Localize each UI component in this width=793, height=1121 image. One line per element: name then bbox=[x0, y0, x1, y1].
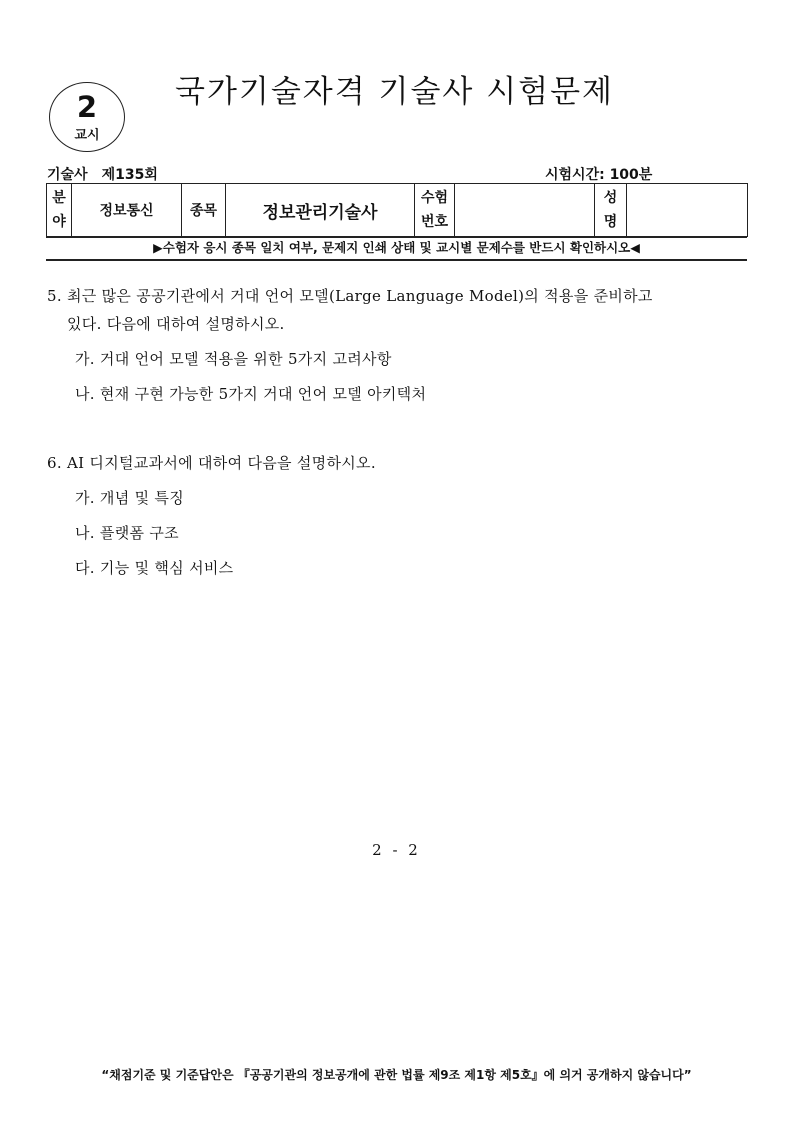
exam-grade: 기술사 bbox=[47, 167, 88, 183]
page-number: 2 - 2 bbox=[372, 841, 421, 859]
exam-grade-round bbox=[47, 164, 158, 184]
question-5-line1: 5. 최근 많은 공공기관에서 거대 언어 모델(Large Language Model)의 적용을 준비하고 bbox=[47, 287, 653, 305]
question-5-line2: 있다. 다음에 대하여 설명하시오. bbox=[67, 315, 285, 333]
exam-info-table bbox=[46, 183, 748, 237]
session-number: 2 bbox=[76, 90, 98, 124]
question-6-item-c: 다. 기능 및 핵심 서비스 bbox=[75, 559, 234, 577]
question-5-item-b: 나. 현재 구현 가능한 5가지 거대 언어 모델 아키텍처 bbox=[75, 385, 427, 403]
exam-no-label-top: 수험 bbox=[420, 190, 449, 206]
exam-no-field[interactable] bbox=[455, 184, 595, 237]
exam-no-label-bottom: 번호 bbox=[420, 214, 449, 230]
exam-round: 제135회 bbox=[101, 167, 158, 183]
type-value: 정보관리기술사 bbox=[226, 184, 415, 237]
notice: ▶수험자 응시 종목 일치 여부, 문제지 인쇄 상태 및 교시별 문제수를 반드시 확인하시오◀ bbox=[153, 240, 640, 255]
name-field[interactable] bbox=[627, 184, 748, 237]
name-label-cell bbox=[595, 184, 627, 237]
field-label-cell bbox=[47, 184, 72, 237]
divider bbox=[46, 259, 747, 261]
type-label: 종목 bbox=[182, 184, 226, 237]
exam-no-label-cell bbox=[415, 184, 455, 237]
divider bbox=[46, 236, 747, 238]
page-title: 국가기술자격 기술사 시험문제 bbox=[175, 74, 615, 110]
session-label: 교시 bbox=[74, 128, 100, 143]
question-6-item-a: 가. 개념 및 특징 bbox=[75, 489, 185, 507]
question-6-item-b: 나. 플랫폼 구조 bbox=[75, 524, 179, 542]
name-label-bottom: 명 bbox=[603, 214, 618, 230]
question-5-item-a: 가. 거대 언어 모델 적용을 위한 5가지 고려사항 bbox=[75, 350, 392, 368]
name-label-top: 성 bbox=[603, 190, 618, 206]
footer-notice: “채점기준 및 기준답안은 『공공기관의 정보공개에 관한 법률 제9조 제1항 제5호』에 의거 공개하지 않습니다” bbox=[101, 1068, 692, 1082]
session-badge bbox=[49, 82, 125, 152]
question-6-line1: 6. AI 디지털교과서에 대하여 다음을 설명하시오. bbox=[47, 454, 376, 472]
field-value: 정보통신 bbox=[72, 184, 182, 237]
field-label-bottom: 야 bbox=[52, 214, 66, 230]
exam-time: 시험시간: 100분 bbox=[545, 167, 653, 183]
field-label-top: 분 bbox=[52, 190, 66, 206]
